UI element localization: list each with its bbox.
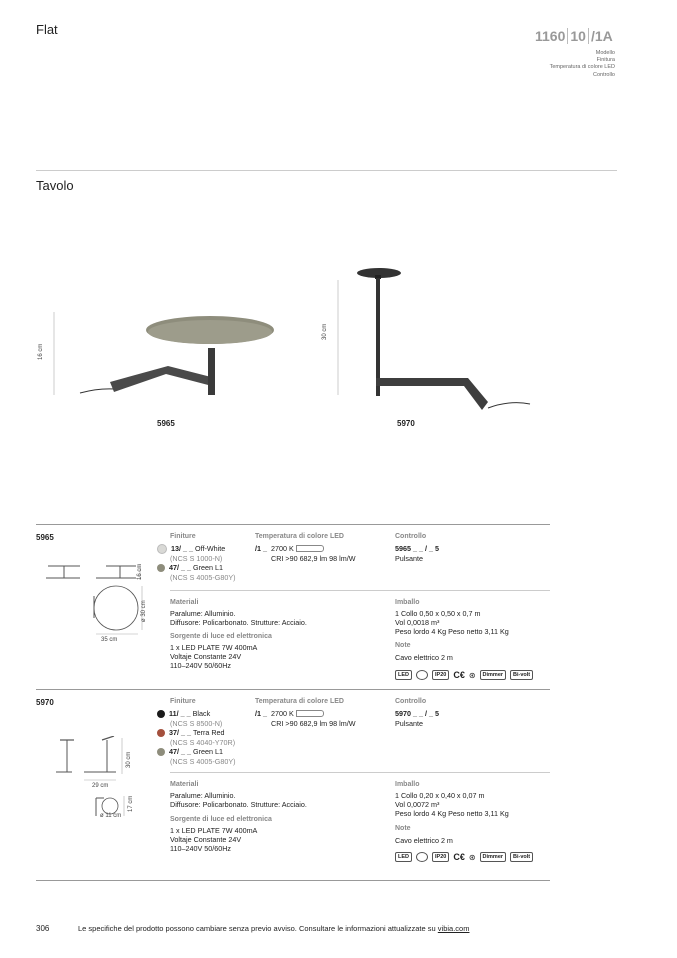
dim-height: 30 cm (126, 751, 132, 768)
swatch-icon (157, 710, 165, 718)
temp-block: /1 _ 2700 K CRI >90 682,9 lm 98 lm/W (255, 709, 356, 728)
source-list: 1 x LED PLATE 7W 400mA Voltaje Constante 24V 110–240V 50/60Hz (170, 826, 258, 854)
page-title: Flat (36, 22, 58, 37)
source-list: 1 x LED PLATE 7W 400mA Voltaje Constante 24V 110–240V 50/60Hz (170, 643, 258, 671)
cert-badges: LED IP20 C€ ⊛ Dimmer Bi-volt (395, 852, 537, 862)
control-block: 5965 _ _ / _ 5 Pulsante (395, 544, 439, 563)
code-legend: Modello Finitura Temperatura di colore LED Controllo (549, 50, 615, 78)
divider (36, 880, 550, 881)
control-header: Controllo (395, 698, 427, 705)
dim-diameter: ø 11 cm (100, 813, 122, 819)
note-header: Note (395, 825, 411, 832)
finishes-header: Finiture (170, 698, 196, 705)
divider (36, 524, 550, 525)
finish-item: 47/ _ _ Green L1 (157, 747, 236, 757)
swatch-icon (157, 748, 165, 756)
finishes-header: Finiture (170, 533, 196, 540)
swatch-icon (157, 544, 167, 554)
packing-list: 1 Collo 0,50 x 0,50 x 0,7 m Vol 0,0018 m³ Peso lordo 4 Kg Peso netto 3,11 Kg (395, 609, 509, 637)
control-header: Controllo (395, 533, 427, 540)
product-id: 5970 (36, 698, 54, 707)
hero-illustration (40, 260, 560, 430)
code-finish: 10 (568, 28, 589, 44)
footer-link[interactable]: vibia.com (437, 924, 470, 933)
source-header: Sorgente di luce ed elettronica (170, 816, 272, 823)
swatch-icon (157, 564, 165, 572)
ce-icon: C€ (453, 852, 465, 862)
cert-badges: LED IP20 C€ ⊛ Dimmer Bi-volt (395, 670, 537, 680)
note-header: Note (395, 642, 411, 649)
control-block: 5970 _ _ / _ 5 Pulsante (395, 709, 439, 728)
product-id: 5965 (36, 533, 54, 542)
finish-item: 37/ _ _ Terra Red (157, 728, 236, 738)
temp-header: Temperatura di colore LED (255, 698, 344, 705)
temp-bar-icon (296, 545, 324, 552)
divider (170, 590, 550, 591)
cert-icon: ⊛ (468, 670, 476, 680)
ground-icon (416, 852, 428, 862)
dim-height-2: 17 cm (128, 795, 134, 812)
swatch-icon (157, 729, 165, 737)
hero-label-5970: 5970 (397, 419, 415, 428)
finish-item: 11/ _ _ Black (157, 709, 236, 719)
divider (170, 772, 550, 773)
hero-label-5965: 5965 (157, 419, 175, 428)
ce-icon: C€ (453, 670, 465, 680)
dim-width: 29 cm (92, 783, 109, 789)
finishes-list: 11/ _ _ Black (NCS S 8500-N) 37/ _ _ Terra Red (NCS S 4040-Y70R) 47/ _ _ Green L1 (NCS S 4005-G80Y) (157, 709, 236, 766)
divider (36, 689, 550, 690)
section-title: Tavolo (36, 178, 74, 193)
materials-header: Materiali (170, 599, 199, 606)
source-header: Sorgente di luce ed elettronica (170, 633, 272, 640)
hero-left-dim: 16 cm (38, 343, 44, 360)
note-text: Cavo elettrico 2 m (395, 836, 453, 845)
materials-list: Paralume: Alluminio. Diffusore: Policarbonato. Strutture: Acciaio. (170, 609, 307, 628)
dim-diameter: ø 30 cm (141, 600, 147, 622)
temp-bar-icon (296, 710, 324, 717)
packing-header: Imballo (395, 781, 420, 788)
code-control: /1A (590, 28, 613, 44)
packing-list: 1 Collo 0,20 x 0,40 x 0,07 m Vol 0,0072 m³ Peso lordo 4 Kg Peso netto 3,11 Kg (395, 791, 509, 819)
footer-note: Le specifiche del prodotto possono cambiare senza previo avviso. Consultare le informazioni attualizzate su vibia.com (78, 924, 470, 933)
note-text: Cavo elettrico 2 m (395, 653, 453, 662)
ground-icon (416, 670, 428, 680)
temp-block: /1 _ 2700 K CRI >90 682,9 lm 98 lm/W (255, 544, 356, 563)
product-code (533, 28, 615, 44)
temp-header: Temperatura di colore LED (255, 533, 344, 540)
dim-height: 16 cm (137, 563, 143, 580)
finish-item: 47/ _ _ Green L1 (157, 563, 236, 573)
finishes-list: 13/ _ _ Off-White (NCS S 1000-N) 47/ _ _ Green L1 (NCS S 4005-G80Y) (157, 544, 236, 582)
materials-list: Paralume: Alluminio. Diffusore: Policarbonato. Strutture: Acciaio. (170, 791, 307, 810)
hero-right-dim: 30 cm (322, 323, 328, 340)
code-model: 1160 (533, 28, 568, 44)
packing-header: Imballo (395, 599, 420, 606)
materials-header: Materiali (170, 781, 199, 788)
cert-icon: ⊛ (468, 852, 476, 862)
page-number: 306 (36, 924, 50, 933)
dim-width: 35 cm (101, 637, 118, 643)
divider (36, 170, 617, 171)
finish-item: 13/ _ _ Off-White (157, 544, 236, 554)
